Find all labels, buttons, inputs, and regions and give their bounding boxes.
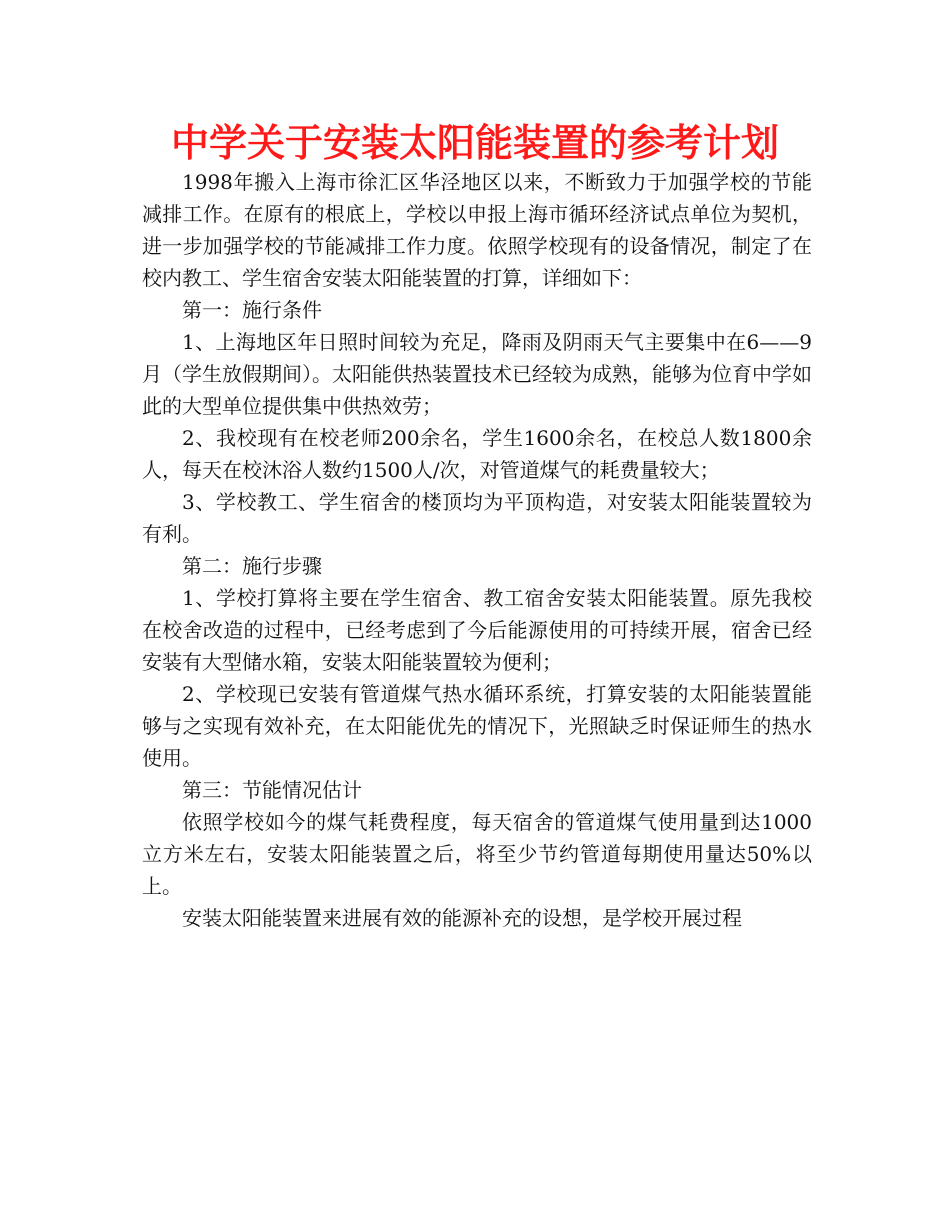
section-heading-estimate: 第三：节能情况估计 — [182, 778, 362, 802]
paragraph-intro: 1998年搬入上海市徐汇区华泾地区以来，不断致力于加强学校的节能减排工作。在原有的根底上，学校以申报上海市循环经济试点单位为契机，进一步加强学校的节能减排工作力度。依照学校现有的设备情况，制定了在校内教工、学生宿舍安装太阳能装置的打算，详细如下： — [142, 170, 812, 290]
section-heading-conditions: 第一：施行条件 — [182, 298, 322, 322]
paragraph-condition-3: 3、学校教工、学生宿舍的楼顶均为平顶构造，对安装太阳能装置较为有利。 — [142, 490, 812, 546]
document-body — [142, 166, 812, 934]
document-title: 中学关于安装太阳能装置的参考计划 — [170, 121, 779, 165]
paragraph-step-1: 1、学校打算将主要在学生宿舍、教工宿舍安装太阳能装置。原先我校在校舍改造的过程中，已经考虑到了今后能源使用的可持续开展，宿舍已经安装有大型储水箱，安装太阳能装置较为便利； — [142, 586, 812, 674]
paragraph-condition-2: 2、我校现有在校老师200余名，学生1600余名，在校总人数1800余人，每天在校沐浴人数约1500人/次，对管道煤气的耗费量较大； — [142, 426, 812, 482]
paragraph-closing: 安装太阳能装置来进展有效的能源补充的设想，是学校开展过程 — [182, 906, 742, 930]
paragraph-condition-1: 1、上海地区年日照时间较为充足，降雨及阴雨天气主要集中在6——9月（学生放假期间）。太阳能供热装置技术已经较为成熟，能够为位育中学如此的大型单位提供集中供热效劳； — [142, 330, 812, 418]
paragraph-step-2: 2、学校现已安装有管道煤气热水循环系统，打算安装的太阳能装置能够与之实现有效补充，在太阳能优先的情况下，光照缺乏时保证师生的热水使用。 — [142, 682, 812, 770]
section-heading-steps: 第二：施行步骤 — [182, 554, 322, 578]
paragraph-estimate: 依照学校如今的煤气耗费程度，每天宿舍的管道煤气使用量到达1000立方米左右，安装太阳能装置之后，将至少节约管道每期使用量达50%以上。 — [142, 810, 812, 898]
